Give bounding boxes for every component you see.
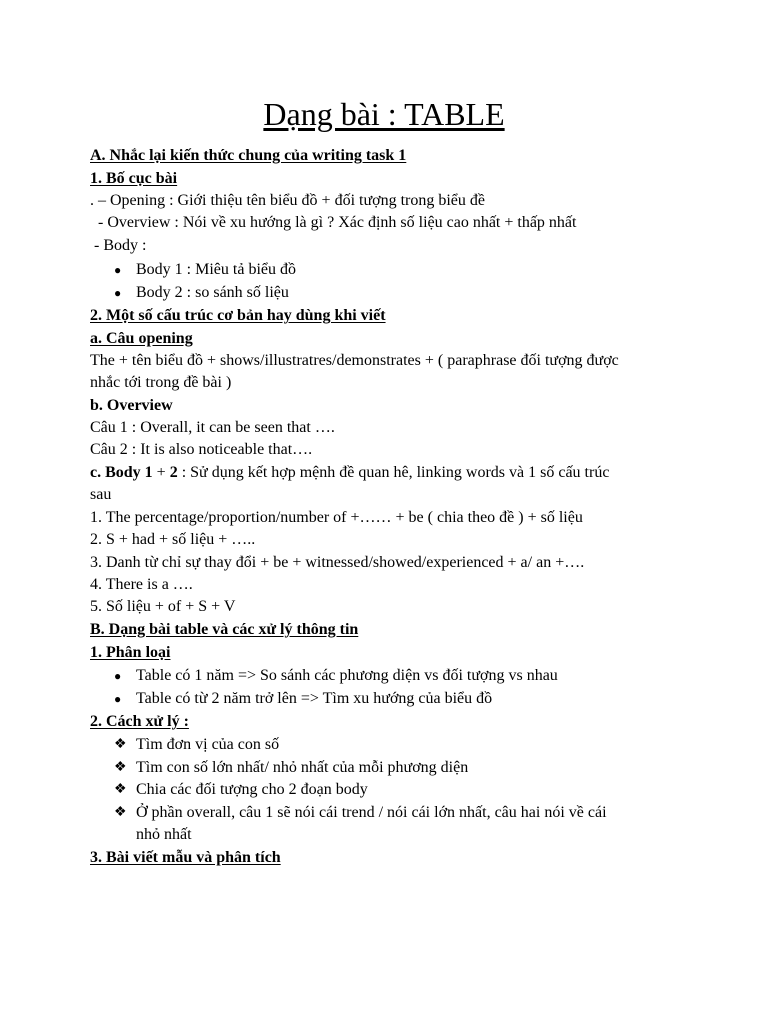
diamond-bullet-icon: ❖ [114,805,127,820]
page-title: Dạng bài : TABLE [263,96,505,132]
classify-item: Table có từ 2 năm trở lên => Tìm xu hướng của biểu đồ [136,690,493,707]
structure-item: 1. The percentage/proportion/number of +…… + be ( chia theo đề ) + số liệu [90,509,583,526]
bullet-icon: ● [114,263,122,277]
handling-item: Tìm đơn vị của con số [136,736,280,753]
structures-heading: 2. Một số cấu trúc cơ bản hay dùng khi viết [90,307,386,324]
body-item: Body 2 : so sánh số liệu [136,284,289,301]
bullet-icon: ● [114,692,122,706]
body-structure-plus: + [152,464,170,481]
structure-item: 4. There is a …. [90,576,193,593]
layout-heading: 1. Bố cục bài [90,170,178,187]
body-structure-label: c. Body 1 [90,464,153,481]
bullet-icon: ● [114,286,122,300]
overview-heading: b. Overview [90,397,173,414]
handling-item: Tìm con số lớn nhất/ nhỏ nhất của mỗi phương diện [136,759,469,776]
diamond-bullet-icon: ❖ [114,760,127,775]
classify-item: Table có 1 năm => So sánh các phương diện vs đối tượng vs nhau [136,667,558,684]
section-a-heading: A. Nhắc lại kiến thức chung của writing task 1 [90,147,407,164]
section-b-heading: B. Dạng bài table và các xử lý thông tin [90,621,359,638]
structure-item: 3. Danh từ chỉ sự thay đổi + be + witnessed/showed/experienced + a/ an +…. [90,554,585,571]
opening-text: The + tên biểu đồ + shows/illustratres/demonstrates + ( paraphrase đối tượng được [90,352,619,369]
opening-heading: a. Câu opening [90,330,193,347]
bullet-icon: ● [114,669,122,683]
diamond-bullet-icon: ❖ [114,782,127,797]
overview-sentence-1: Câu 1 : Overall, it can be seen that …. [90,419,335,436]
body-item: Body 1 : Miêu tả biểu đồ [136,261,296,278]
structure-item: 5. Số liệu + of + S + V [90,598,236,615]
handling-heading: 2. Cách xử lý : [90,713,189,730]
body-structure-text: : Sử dụng kết hợp mệnh đề quan hê, linking words và 1 số cấu trúc [177,464,610,481]
diamond-bullet-icon: ❖ [114,737,127,752]
handling-item: Chia các đối tượng cho 2 đoạn body [136,781,368,798]
opening-text-cont: nhắc tới trong đề bài ) [90,374,232,391]
body-structure-cont: sau [90,486,112,503]
overview-line: - Overview : Nói về xu hướng là gì ? Xác định số liệu cao nhất + thấp nhất [98,214,577,231]
body-structure-two: 2 [169,464,178,481]
classify-heading: 1. Phân loại [90,644,171,661]
overview-sentence-2: Câu 2 : It is also noticeable that…. [90,441,313,458]
handling-item-cont: nhỏ nhất [136,826,192,843]
structure-item: 2. S + had + số liệu + ….. [90,531,256,548]
sample-heading: 3. Bài viết mẫu và phân tích [90,849,281,866]
body-structure-line [90,463,609,483]
body-line: - Body : [94,237,147,254]
handling-item: Ở phần overall, câu 1 sẽ nói cái trend / nói cái lớn nhất, câu hai nói về cái [136,804,607,821]
opening-line: . – Opening : Giới thiệu tên biểu đồ + đối tượng trong biểu đề [90,192,486,209]
